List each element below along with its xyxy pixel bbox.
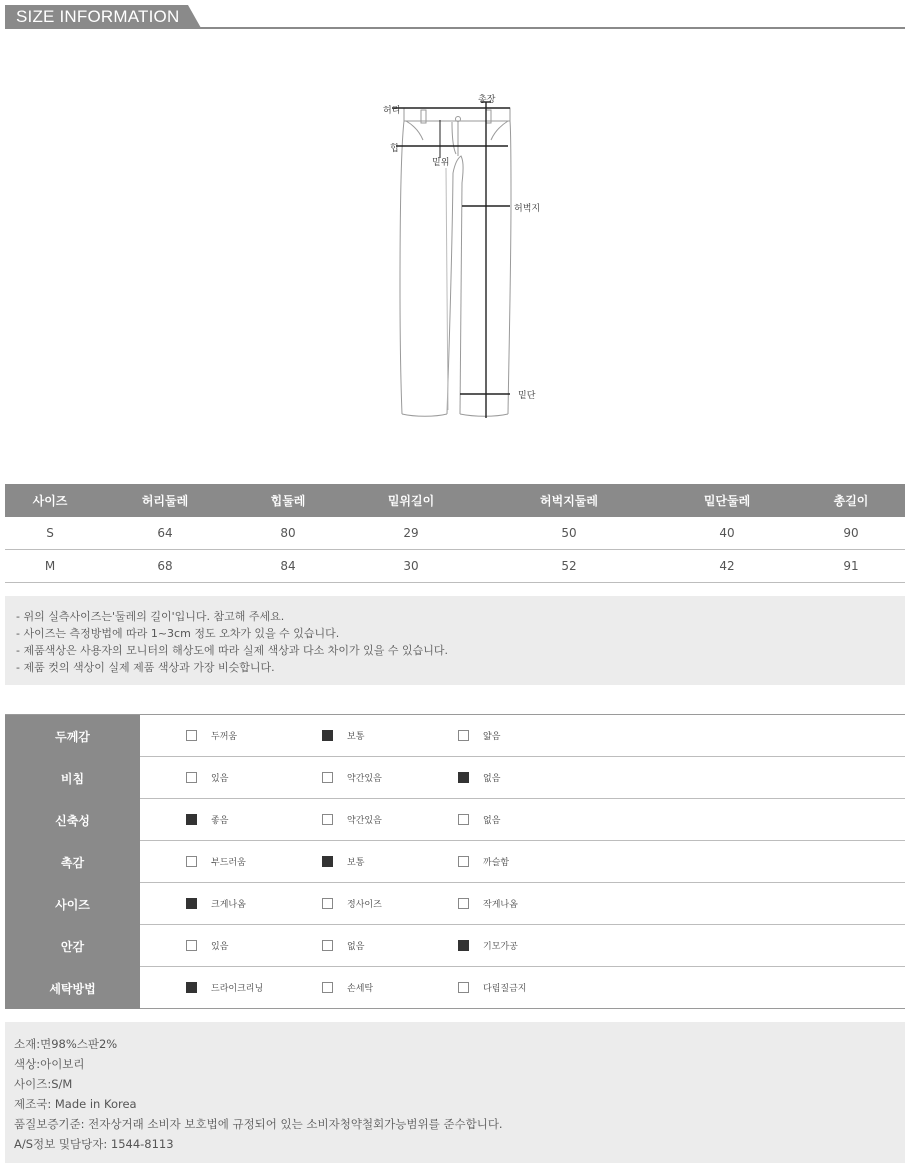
header-cell-hip: 힙둘레 — [235, 484, 341, 517]
table-cell: M — [5, 550, 95, 583]
note-item: - 제품 컷의 색상이 실제 제품 색상과 가장 비슷합니다. — [16, 661, 275, 674]
table-cell: 42 — [657, 550, 797, 583]
unchecked-box-icon — [458, 982, 469, 993]
checked-box-icon — [458, 940, 469, 951]
checked-box-icon — [186, 982, 197, 993]
unchecked-box-icon — [458, 898, 469, 909]
unchecked-box-icon — [322, 814, 333, 825]
feature-option-label: 없음 — [347, 942, 365, 952]
diagram-label-rise: 밑위 — [432, 158, 450, 168]
unchecked-box-icon — [186, 940, 197, 951]
diagram-label-hip: 힙 — [390, 144, 399, 154]
table-cell: 64 — [95, 517, 235, 550]
info-material: 소재:면98%스판2% — [14, 1037, 118, 1051]
size-notes — [5, 596, 905, 685]
header-cell-thigh: 허벅지둘레 — [481, 484, 657, 517]
fabric-feature-table — [5, 714, 905, 1009]
feature-label: 안감 — [5, 925, 140, 967]
feature-row — [5, 967, 905, 1009]
feature-row — [5, 841, 905, 883]
info-size: 사이즈:S/M — [14, 1077, 73, 1091]
section-header — [5, 5, 905, 29]
feature-row — [5, 715, 905, 757]
feature-label: 비침 — [5, 757, 140, 799]
feature-option — [322, 967, 373, 1008]
note-item: - 제품색상은 사용자의 모니터의 해상도에 따라 실제 색상과 다소 차이가 있을 수 있습니다. — [16, 644, 448, 657]
diagram-label-hem: 밑단 — [518, 391, 536, 401]
table-cell: 68 — [95, 550, 235, 583]
feature-option — [322, 883, 382, 924]
unchecked-box-icon — [322, 982, 333, 993]
header-cell-waist: 허리둘레 — [95, 484, 235, 517]
feature-option — [458, 883, 518, 924]
feature-option — [322, 925, 364, 966]
table-cell: 40 — [657, 517, 797, 550]
feature-option-label: 얇음 — [483, 732, 501, 742]
table-cell: 84 — [235, 550, 341, 583]
checked-box-icon — [458, 772, 469, 783]
table-cell: 30 — [341, 550, 481, 583]
feature-option-label: 없음 — [483, 774, 501, 784]
table-cell: S — [5, 517, 95, 550]
checked-box-icon — [186, 814, 197, 825]
feature-option — [186, 925, 228, 966]
feature-label: 세탁방법 — [5, 967, 140, 1009]
feature-option — [186, 715, 237, 756]
feature-row — [5, 883, 905, 925]
checked-box-icon — [186, 898, 197, 909]
feature-option-label: 손세탁 — [347, 984, 374, 994]
feature-label: 두께감 — [5, 715, 140, 757]
feature-option-label: 두꺼움 — [211, 732, 238, 742]
feature-row — [5, 799, 905, 841]
table-cell: 50 — [481, 517, 657, 550]
size-table — [5, 484, 905, 583]
header-cell-rise: 밑위길이 — [341, 484, 481, 517]
unchecked-box-icon — [186, 730, 197, 741]
feature-option-label: 보통 — [347, 858, 365, 868]
feature-option — [186, 967, 263, 1008]
table-cell: 90 — [797, 517, 905, 550]
unchecked-box-icon — [458, 814, 469, 825]
feature-option-label: 좋음 — [211, 816, 229, 826]
feature-option — [458, 925, 518, 966]
feature-option-label: 까슬함 — [483, 858, 510, 868]
feature-option — [322, 715, 364, 756]
feature-option-label: 약간있음 — [347, 774, 382, 784]
header-cell-size: 사이즈 — [5, 484, 95, 517]
feature-label: 사이즈 — [5, 883, 140, 925]
header-title: SIZE INFORMATION — [16, 7, 180, 26]
unchecked-box-icon — [186, 856, 197, 867]
info-as-contact: A/S정보 및담당자: 1544-8113 — [14, 1137, 174, 1151]
header-cell-hem: 밑단둘레 — [657, 484, 797, 517]
note-item: - 위의 실측사이즈는'둘레의 길이'입니다. 참고해 주세요. — [16, 610, 285, 623]
feature-option — [322, 799, 382, 840]
diagram-label-thigh: 허벅지 — [514, 204, 541, 214]
feature-option-label: 보통 — [347, 732, 365, 742]
info-warranty: 품질보증기준: 전자상거래 소비자 보호법에 규정되어 있는 소비자청약철회가능범위를 준수합니다. — [14, 1117, 503, 1131]
feature-option — [322, 841, 364, 882]
feature-option-label: 정사이즈 — [347, 900, 382, 910]
feature-option-label: 있음 — [211, 942, 229, 952]
product-info — [5, 1022, 905, 1163]
table-cell: 29 — [341, 517, 481, 550]
feature-option-label: 부드러움 — [211, 858, 246, 868]
feature-option — [186, 757, 228, 798]
size-table-header-row — [5, 484, 905, 517]
table-cell: 52 — [481, 550, 657, 583]
table-cell: 80 — [235, 517, 341, 550]
unchecked-box-icon — [322, 940, 333, 951]
feature-label: 신축성 — [5, 799, 140, 841]
note-item: - 사이즈는 측정방법에 따라 1~3cm 정도 오차가 있을 수 있습니다. — [16, 627, 340, 640]
unchecked-box-icon — [186, 772, 197, 783]
feature-option-label: 약간있음 — [347, 816, 382, 826]
diagram-label-total-length: 총장 — [478, 95, 496, 105]
unchecked-box-icon — [458, 730, 469, 741]
feature-option-label: 없음 — [483, 816, 501, 826]
info-color: 색상:아이보리 — [14, 1057, 85, 1071]
info-origin: 제조국: Made in Korea — [14, 1097, 137, 1111]
table-row — [5, 550, 905, 583]
feature-option — [458, 841, 509, 882]
feature-option — [458, 967, 526, 1008]
feature-option — [458, 799, 500, 840]
feature-option-label: 기모가공 — [483, 942, 518, 952]
checked-box-icon — [322, 856, 333, 867]
feature-option — [322, 757, 382, 798]
feature-option — [186, 841, 246, 882]
feature-option-label: 있음 — [211, 774, 229, 784]
checked-box-icon — [322, 730, 333, 741]
feature-option-label: 크게나옴 — [211, 900, 246, 910]
feature-option — [458, 757, 500, 798]
feature-option — [458, 715, 500, 756]
unchecked-box-icon — [322, 772, 333, 783]
feature-option — [186, 799, 228, 840]
header-cell-total-length: 총길이 — [797, 484, 905, 517]
feature-option — [186, 883, 246, 924]
table-cell: 91 — [797, 550, 905, 583]
pants-diagram — [370, 88, 560, 428]
pants-illustration — [370, 88, 560, 428]
feature-option-label: 다림질금지 — [483, 984, 527, 994]
feature-option-label: 작게나옴 — [483, 900, 518, 910]
feature-row — [5, 925, 905, 967]
feature-option-label: 드라이크리닝 — [211, 984, 264, 994]
unchecked-box-icon — [322, 898, 333, 909]
feature-row — [5, 757, 905, 799]
header-divider — [5, 27, 905, 29]
table-row — [5, 517, 905, 550]
feature-label: 촉감 — [5, 841, 140, 883]
unchecked-box-icon — [458, 856, 469, 867]
diagram-label-waist: 허리 — [383, 106, 401, 116]
